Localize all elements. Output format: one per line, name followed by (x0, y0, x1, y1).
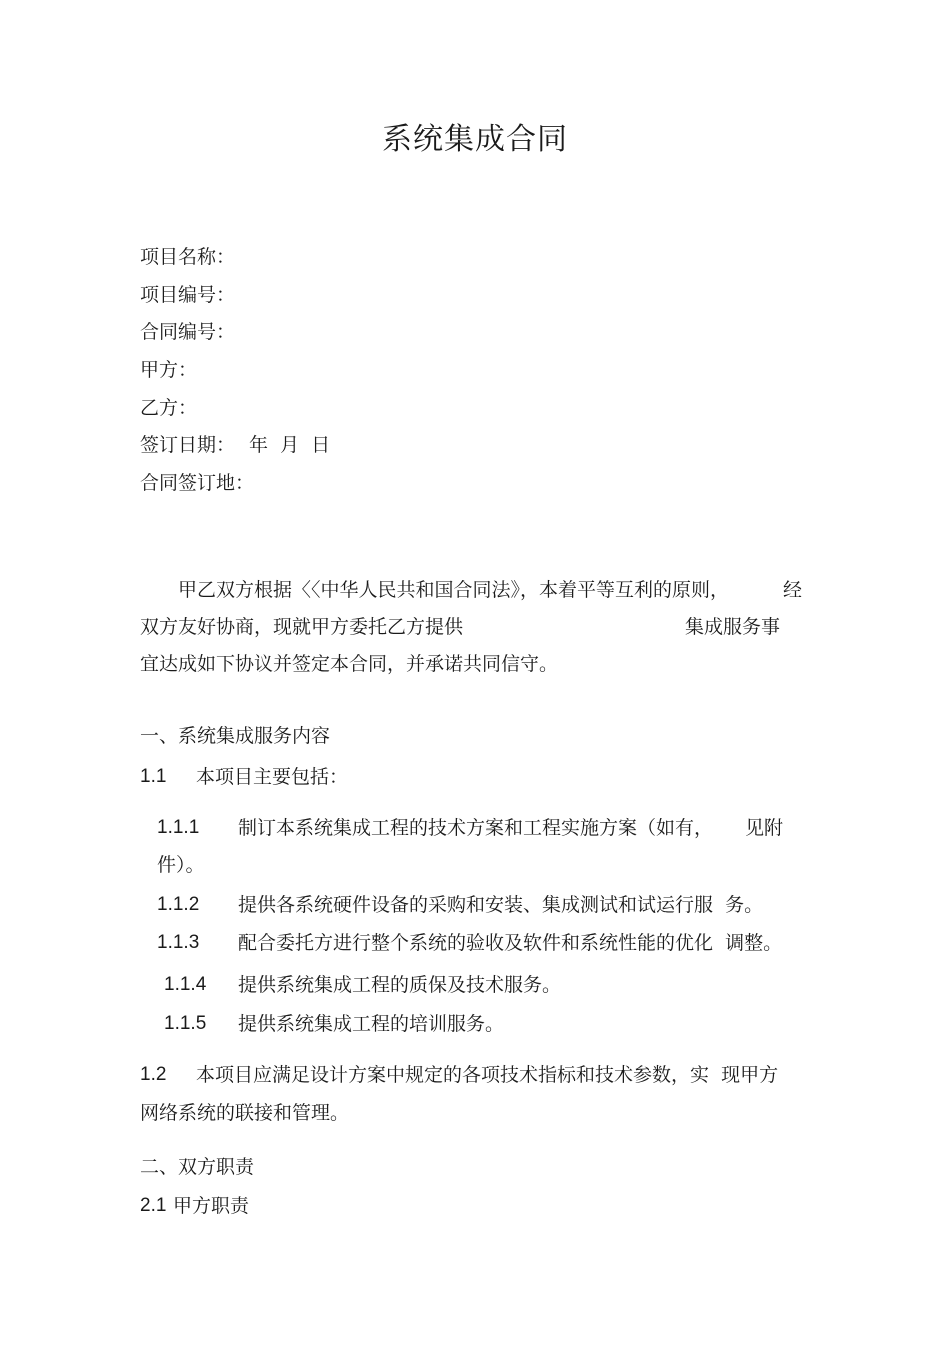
clause-1-1-3-number: 1.1.3 (157, 932, 200, 953)
clause-1-1-5-text: 提供系统集成工程的培训服务。 (238, 1013, 505, 1035)
field-project-name: 项目名称： (140, 246, 236, 268)
clause-1-1-4-number: 1.1.4 (164, 974, 207, 995)
intro-line-1: 甲乙双方根据〈〈中华人民共和国合同法》，本着平等互利的原则， (178, 579, 730, 601)
intro-line-2: 双方友好协商，现就甲方委托乙方提供 (140, 616, 464, 638)
clause-1-1-2-number: 1.1.2 (157, 894, 200, 915)
intro-line-3: 宜达成如下协议并签定本合同，并承诺共同信守。 (140, 653, 559, 675)
clause-1-1-5-number: 1.1.5 (164, 1013, 207, 1034)
clause-1-1-number: 1.1 (140, 766, 167, 787)
intro-line-2-end: 集成服务事 (685, 616, 781, 638)
document-title: 系统集成合同 (382, 122, 568, 157)
clause-1-1-1-continuation: 件）。 (157, 854, 205, 876)
clause-1-1-2-text: 提供各系统硬件设备的采购和安装、集成测试和试运行服 务。 (238, 894, 764, 916)
field-party-a: 甲方： (140, 359, 198, 381)
clause-1-1-text: 本项目主要包括： (196, 766, 349, 788)
clause-1-2-number: 1.2 (140, 1064, 167, 1085)
field-sign-place: 合同签订地： (140, 472, 255, 494)
clause-1-1-3-text: 配合委托方进行整个系统的验收及软件和系统性能的优化 调整。 (238, 932, 783, 954)
intro-line-1-end: 经 (783, 579, 803, 601)
clause-1-1-1-text: 制订本系统集成工程的技术方案和工程实施方案（如有， (238, 817, 714, 839)
field-project-no: 项目编号： (140, 284, 236, 306)
clause-2-1-number: 2.1 (140, 1195, 167, 1216)
section-2-heading: 二、双方职责 (140, 1156, 255, 1178)
clause-1-2-text: 本项目应满足设计方案中规定的各项技术指标和技术参数，实 现甲方 (196, 1064, 779, 1086)
section-1-heading: 一、系统集成服务内容 (140, 725, 331, 747)
clause-1-1-1-number: 1.1.1 (157, 817, 200, 838)
field-party-b: 乙方： (140, 397, 198, 419)
clause-1-1-4-text: 提供系统集成工程的质保及技术服务。 (238, 974, 562, 996)
field-sign-date-value: 年 月 日 (249, 434, 331, 456)
clause-1-2-continuation: 网络系统的联接和管理。 (140, 1102, 350, 1124)
field-sign-date-label: 签订日期： (140, 434, 236, 456)
field-contract-no: 合同编号： (140, 321, 236, 343)
clause-2-1-text: 甲方职责 (173, 1195, 250, 1217)
clause-1-1-1-text-end: 见附 (745, 817, 784, 839)
